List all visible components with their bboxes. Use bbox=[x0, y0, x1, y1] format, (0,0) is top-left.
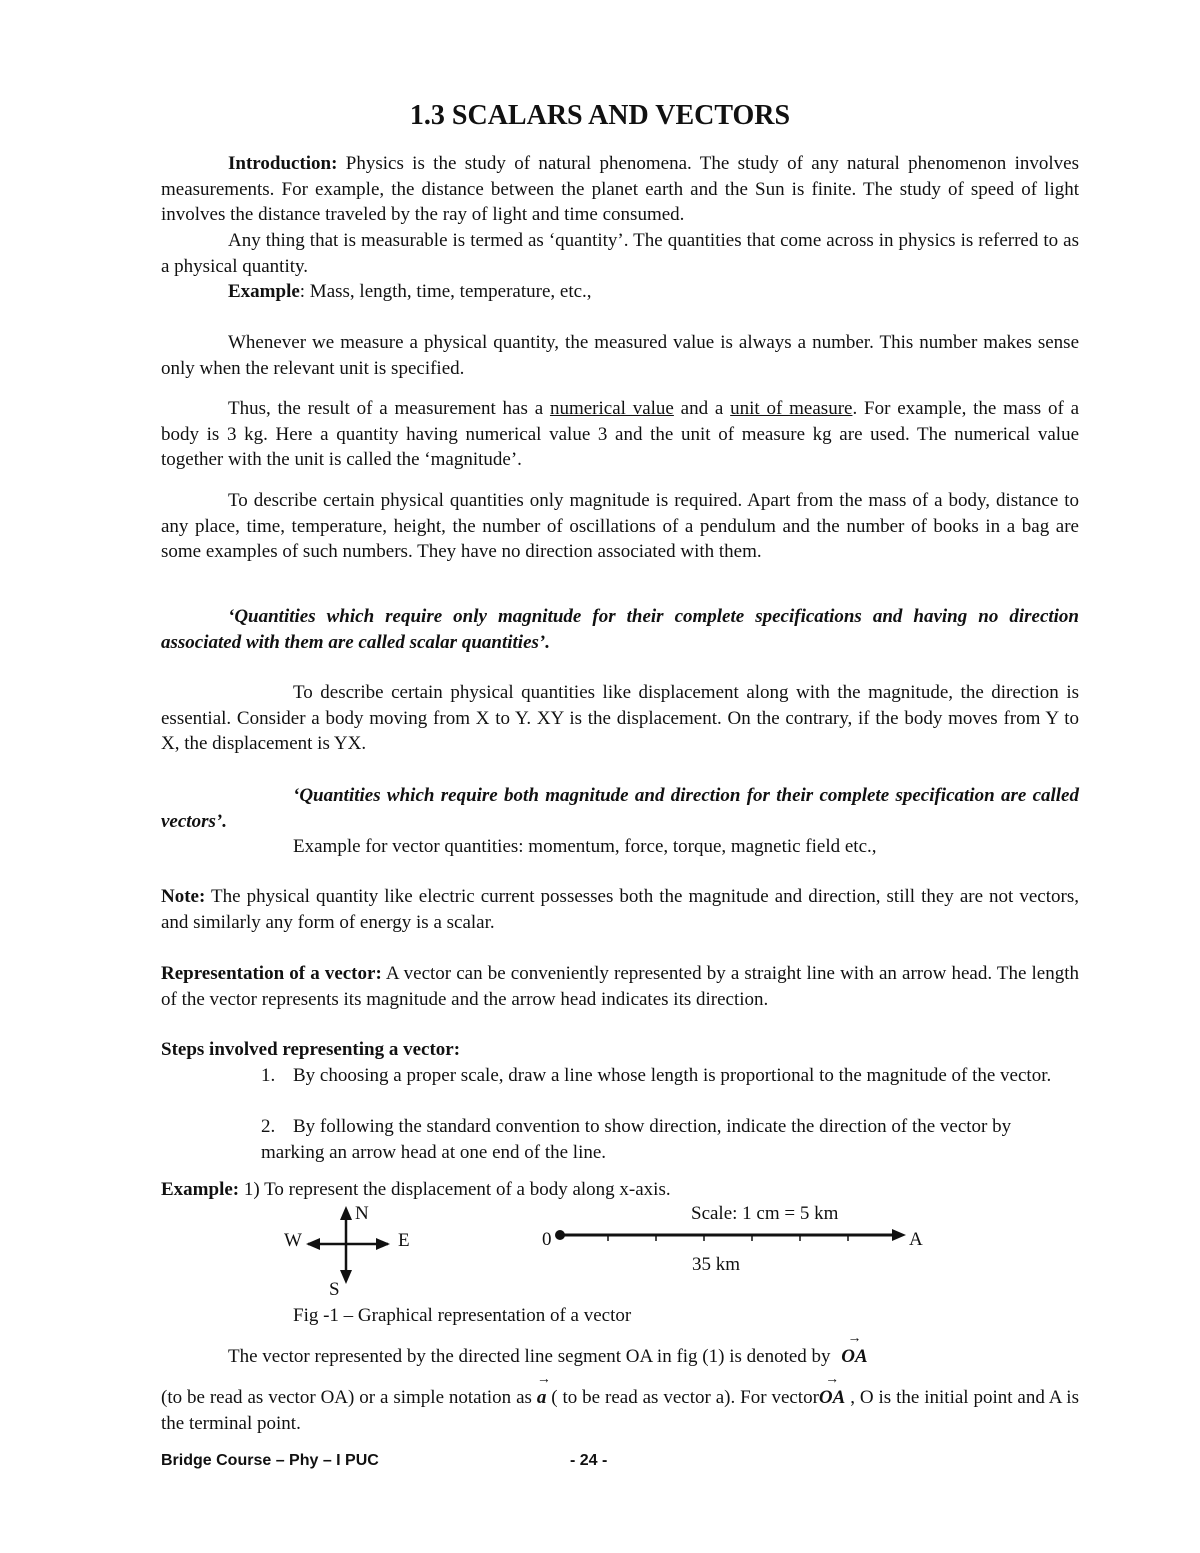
result-text-2: and a bbox=[673, 398, 731, 419]
notation-text-4: , O is the initial point and A is the terminal point. bbox=[161, 1387, 1079, 1434]
vector-arrowhead bbox=[892, 1229, 906, 1241]
vector-a-text: a bbox=[536, 1387, 547, 1408]
example2-text: 1) To represent the displacement of a body along x-axis. bbox=[239, 1179, 671, 1200]
origin-label: 0 bbox=[542, 1229, 552, 1250]
compass-north-label: N bbox=[355, 1203, 369, 1224]
intro-text: Physics is the study of natural phenomena. The study of any natural phenomenon involves measurements. For example, the distance between the planet earth and the Sun is finite. The study of speed of light involves the distance traveled by the ray of light and time consumed. bbox=[161, 153, 1079, 225]
vector-arrow-icon: → bbox=[825, 1372, 840, 1387]
vector-oa-symbol bbox=[818, 1372, 846, 1411]
vector-oa-text: OA bbox=[841, 1346, 868, 1367]
compass-rose bbox=[306, 1206, 390, 1284]
compass-south-label: S bbox=[329, 1279, 340, 1300]
representation-label: Representation of a vector: bbox=[161, 963, 382, 984]
notation-line-1 bbox=[228, 1331, 1079, 1370]
section-title: 1.3 SCALARS AND VECTORS bbox=[409, 100, 791, 131]
vector-examples: Example for vector quantities: momentum, force, torque, magnetic field etc., bbox=[293, 836, 877, 857]
result-text-3: . For example, the mass of a body is 3 kg. Here a quantity having numerical value 3 and the unit of measure kg are used. The numerical value together with the unit is called the ‘magnitude’. bbox=[161, 398, 1080, 470]
measure-paragraph: Whenever we measure a physical quantity, the measured value is always a number. This number makes sense only when the relevant unit is specified. bbox=[161, 332, 1079, 379]
step-2-text: By following the standard convention to show direction, indicate the direction of the vector by marking an arrow head at one end of the line. bbox=[261, 1116, 1012, 1163]
step-1-text: By choosing a proper scale, draw a line whose length is proportional to the magnitude of the vector. bbox=[293, 1065, 1052, 1086]
vector-oa-text: OA bbox=[818, 1387, 846, 1408]
notation-paragraph bbox=[161, 1372, 1079, 1436]
compass-west-label: W bbox=[284, 1230, 302, 1251]
vector-arrow-icon: → bbox=[536, 1372, 551, 1387]
footer-page-number: - 24 - bbox=[570, 1452, 608, 1469]
length-label: 35 km bbox=[692, 1254, 741, 1275]
compass-east-label: E bbox=[398, 1230, 410, 1251]
origin-point bbox=[555, 1230, 565, 1240]
note-label: Note: bbox=[161, 886, 206, 907]
steps-heading: Steps involved representing a vector: bbox=[161, 1039, 461, 1060]
note-text: The physical quantity like electric current possesses both the magnitude and direction, still they are not vectors, and similarly any form of energy is a scalar. bbox=[161, 886, 1079, 933]
terminal-label: A bbox=[909, 1229, 923, 1250]
step-1-number: 1. bbox=[261, 1065, 276, 1086]
vector-a-symbol bbox=[536, 1372, 551, 1411]
figure-caption: Fig -1 – Graphical representation of a vector bbox=[293, 1305, 632, 1326]
south-arrowhead bbox=[340, 1270, 352, 1284]
numerical-value-term: numerical value bbox=[549, 398, 674, 419]
step-2-number: 2. bbox=[261, 1116, 276, 1137]
scalar-examples-paragraph: To describe certain physical quantities only magnitude is required. Apart from the mass of a body, distance to any place, time, temperature, height, the number of oscillations of a pendulum and the number of books in a bag are some examples of such numbers. They have no direction associated with them. bbox=[161, 490, 1079, 562]
result-text-1: Thus, the result of a measurement has a bbox=[228, 398, 550, 419]
footer-course: Bridge Course – Phy – I PUC bbox=[161, 1452, 379, 1469]
representation-text: A vector can be conveniently represented by a straight line with an arrow head. The length of the vector represents its magnitude and the arrow head indicates its direction. bbox=[161, 963, 1079, 1010]
vector-oa bbox=[555, 1229, 906, 1241]
north-arrowhead bbox=[340, 1206, 352, 1220]
notation-text-1: The vector represented by the directed line segment OA in fig (1) is denoted by bbox=[228, 1346, 836, 1367]
west-arrowhead bbox=[306, 1238, 320, 1250]
unit-of-measure-term: unit of measure bbox=[730, 398, 853, 419]
scalar-definition: ‘Quantities which require only magnitude for their complete specifications and having no direction associated with them are called scalar quantities’. bbox=[161, 606, 1079, 653]
vector-definition: ‘Quantities which require both magnitude and direction for their complete specification are called vectors’. bbox=[161, 785, 1079, 832]
quantity-paragraph: Any thing that is measurable is termed as ‘quantity’. The quantities that come across in physics is referred to as a physical quantity. bbox=[161, 230, 1079, 277]
east-arrowhead bbox=[376, 1238, 390, 1250]
scale-label: Scale: 1 cm = 5 km bbox=[691, 1203, 839, 1224]
example-label: Example bbox=[228, 281, 300, 302]
intro-label: Introduction: bbox=[228, 153, 338, 174]
vector-arrow-icon: → bbox=[847, 1331, 862, 1346]
notation-text-3: ( to be read as vector a). For vector bbox=[546, 1387, 819, 1408]
notation-text-2: (to be read as vector OA) or a simple notation as bbox=[161, 1387, 537, 1408]
example-text: : Mass, length, time, temperature, etc., bbox=[299, 281, 592, 302]
vector-oa-symbol bbox=[841, 1331, 868, 1370]
example2-label: Example: bbox=[161, 1179, 240, 1200]
displacement-paragraph: To describe certain physical quantities like displacement along with the magnitude, the direction is essential. Consider a body moving from X to Y. XY is the displacement. On the contrary, if the body moves from Y to X, the displacement is YX. bbox=[161, 682, 1079, 754]
